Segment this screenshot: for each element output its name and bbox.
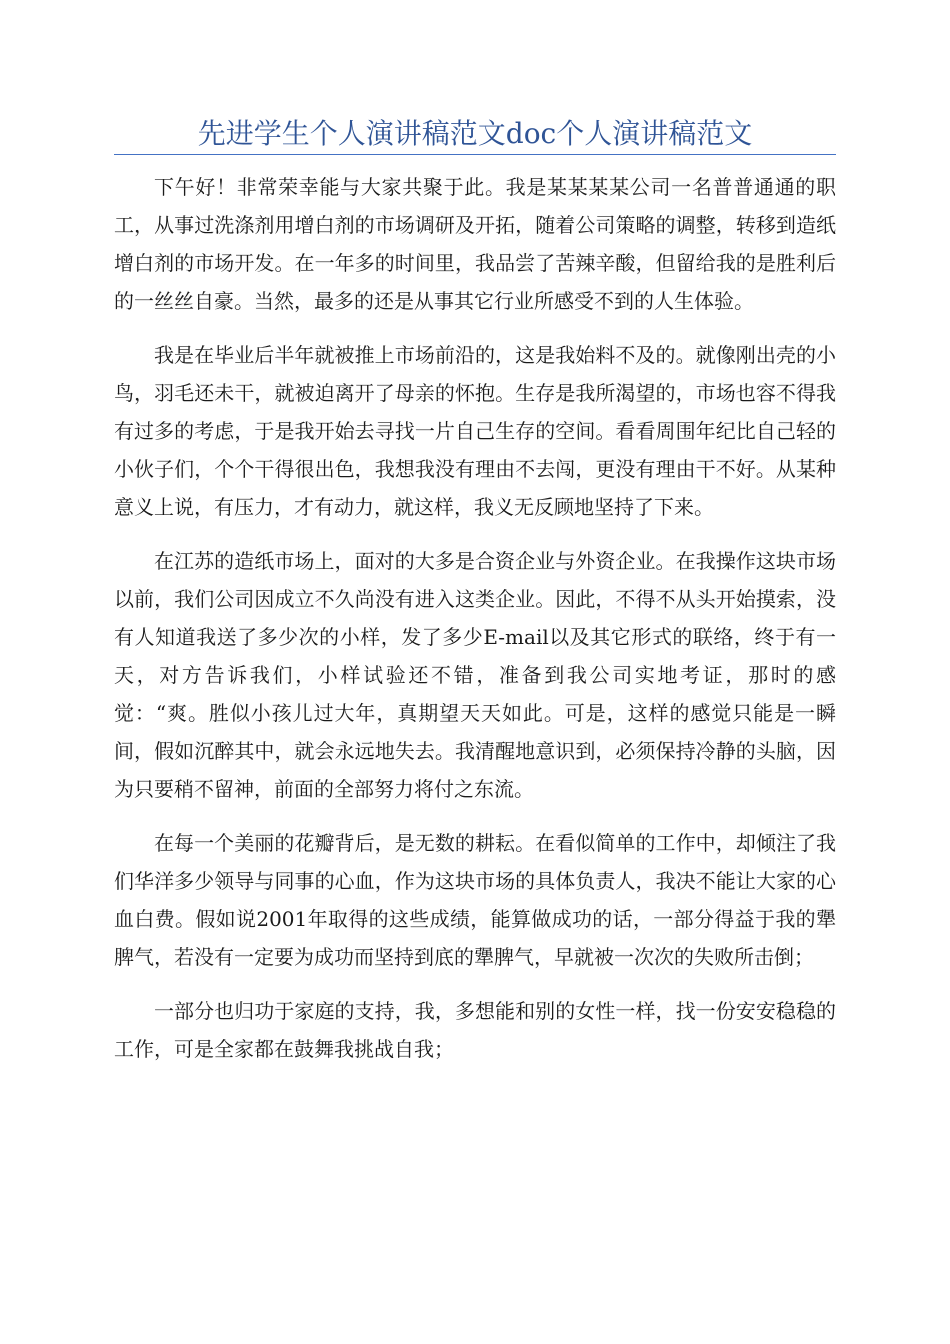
title-underline [114,154,836,155]
paragraph-4: 在每一个美丽的花瓣背后，是无数的耕耘。在看似简单的工作中，却倾注了我们华洋多少领导与同事的心血，作为这块市场的具体负责人，我决不能让大家的心血白费。假如说2001年取得的这些成绩，能算做成功的话，一部分得益于我的犟脾气，若没有一定要为成功而坚持到底的犟脾气，早就被一次次的失败所击倒； [114,831,836,969]
document-title: 先进学生个人演讲稿范文doc个人演讲稿范文 [197,117,753,150]
document-body [114,168,836,1084]
paragraph-3: 在江苏的造纸市场上，面对的大多是合资企业与外资企业。在我操作这块市场以前，我们公司因成立不久尚没有进入这类企业。因此，不得不从头开始摸索，没有人知道我送了多少次的小样，发了多少E-mail以及其它形式的联络，终于有一天，对方告诉我们，小样试验还不错，准备到我公司实地考证，那时的感觉：“爽。胜似小孩儿过大年，真期望天天如此。可是，这样的感觉只能是一瞬间，假如沉醉其中，就会永远地失去。我清醒地意识到，必须保持冷静的头脑，因为只要稍不留神，前面的全部努力将付之东流。 [114,549,836,801]
paragraph-5: 一部分也归功于家庭的支持，我，多想能和别的女性一样，找一份安安稳稳的工作，可是全家都在鼓舞我挑战自我； [114,999,836,1061]
paragraph-2: 我是在毕业后半年就被推上市场前沿的，这是我始料不及的。就像刚出壳的小鸟，羽毛还未干，就被迫离开了母亲的怀抱。生存是我所渴望的，市场也容不得我有过多的考虑，于是我开始去寻找一片自己生存的空间。看看周围年纪比自己轻的小伙子们，个个干得很出色，我想我没有理由不去闯，更没有理由干不好。从某种意义上说，有压力，才有动力，就这样，我义无反顾地坚持了下来。 [114,343,836,519]
paragraph-1: 下午好！非常荣幸能与大家共聚于此。我是某某某某公司一名普普通通的职工，从事过洗涤剂用增白剂的市场调研及开拓，随着公司策略的调整，转移到造纸增白剂的市场开发。在一年多的时间里，我品尝了苦辣辛酸，但留给我的是胜利后的一丝丝自豪。当然，最多的还是从事其它行业所感受不到的人生体验。 [114,175,836,313]
